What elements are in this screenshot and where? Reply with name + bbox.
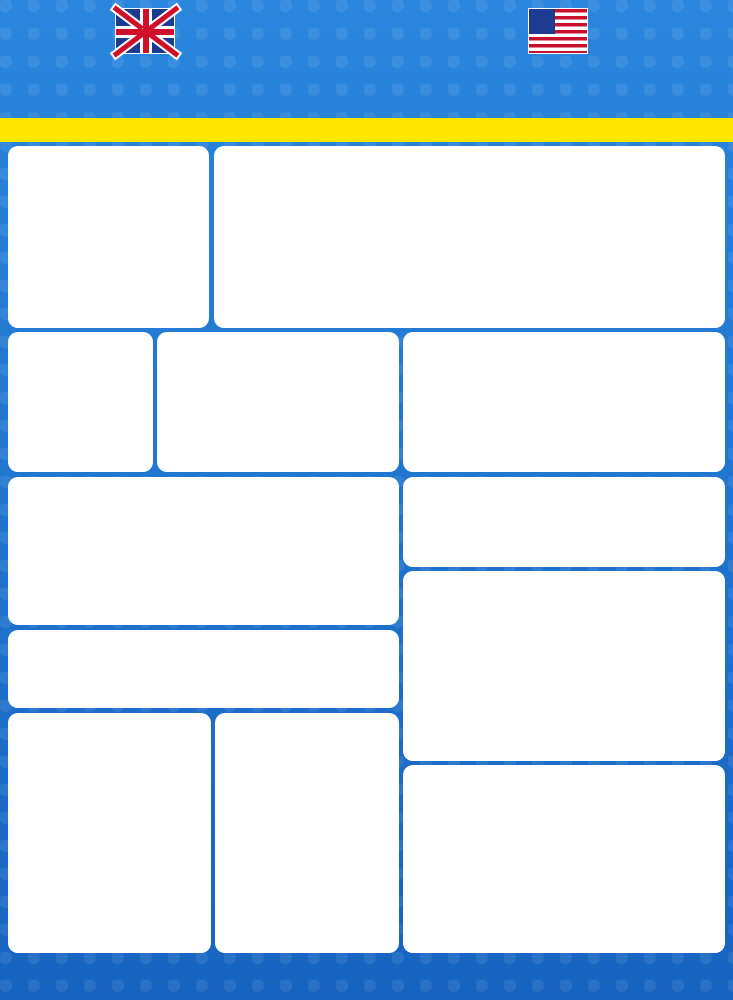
uk-flag-icon [115, 8, 175, 54]
alphabet-grid [8, 148, 209, 152]
demonstratives [601, 781, 723, 951]
there-is-panel [215, 713, 399, 953]
days-panel [157, 332, 399, 472]
alphabet-panel [8, 146, 209, 328]
level-banner [0, 118, 733, 142]
numerals-panel [403, 332, 725, 472]
prepositions-panel [8, 477, 399, 625]
pronoun-panel [403, 765, 725, 953]
clock-diagram [8, 741, 211, 927]
reading-rules-panel [214, 146, 725, 328]
us-flag-icon [528, 8, 588, 54]
ordinal-panel [403, 477, 725, 567]
opposite-panel [8, 630, 399, 708]
colors-panel [8, 332, 153, 472]
plural-panel [403, 571, 725, 761]
time-panel [8, 713, 211, 953]
